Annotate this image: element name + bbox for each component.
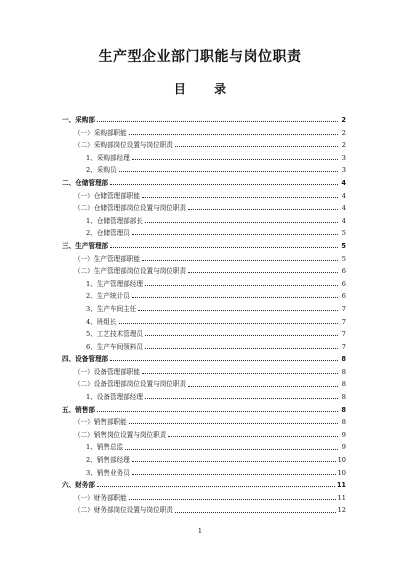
toc-leader-dots xyxy=(145,398,338,399)
toc-leader-dots xyxy=(110,360,338,361)
toc-entry-title: 2、销售部经理 xyxy=(86,456,130,465)
toc-entry[interactable] xyxy=(62,438,346,451)
toc-entry-title: （一）财务部职能 xyxy=(74,493,127,502)
toc-entry[interactable] xyxy=(62,212,346,225)
toc-entry[interactable] xyxy=(62,451,346,464)
toc-entry-title: （二）设备管理部岗位设置与岗位职责 xyxy=(74,380,187,389)
toc-entry[interactable] xyxy=(62,124,346,137)
toc-entry-page: 6 xyxy=(341,279,346,288)
toc-entry-title: 1、仓储管理部部长 xyxy=(86,216,143,225)
toc-leader-dots xyxy=(119,171,338,172)
toc-leader-dots xyxy=(175,146,338,147)
toc-entry-title: 3、销售业务员 xyxy=(86,468,130,477)
toc-entry-page: 8 xyxy=(341,405,346,414)
toc-entry-title: 2、仓储管理员 xyxy=(86,229,130,238)
toc-entry-page: 4 xyxy=(341,216,346,225)
toc-heading: 目 录 xyxy=(173,82,239,96)
toc-entry-page: 3 xyxy=(341,166,346,175)
toc-entry[interactable] xyxy=(62,464,346,477)
toc-leader-dots xyxy=(142,260,338,261)
toc-entry-title: 五、销售部 xyxy=(62,405,95,414)
toc-entry-page: 9 xyxy=(341,443,346,452)
toc-leader-dots xyxy=(132,159,338,160)
toc-leader-dots xyxy=(129,423,338,424)
toc-entry-page: 7 xyxy=(341,304,346,313)
toc-leader-dots xyxy=(145,285,338,286)
toc-entry-title: 1、采购部经理 xyxy=(86,153,130,162)
toc-leader-dots xyxy=(168,436,338,437)
toc-entry-title: 2、生产统计员 xyxy=(86,292,130,301)
toc-entry-page: 4 xyxy=(341,178,346,187)
toc-leader-dots xyxy=(142,373,338,374)
toc-leader-dots xyxy=(97,486,335,487)
toc-entry[interactable] xyxy=(62,350,346,363)
toc-entry-page: 7 xyxy=(341,317,346,326)
toc-entry-title: 1、生产管理部经理 xyxy=(86,279,143,288)
toc-entry[interactable] xyxy=(62,489,346,502)
toc-entry[interactable] xyxy=(62,476,346,489)
toc-entry-title: 1、销售总监 xyxy=(86,443,124,452)
toc-leader-dots xyxy=(132,461,336,462)
toc-entry-title: 6、生产车间领料员 xyxy=(86,342,143,351)
toc-entry[interactable] xyxy=(62,199,346,212)
toc-leader-dots xyxy=(132,234,338,235)
toc-entry[interactable] xyxy=(62,325,346,338)
toc-entry[interactable] xyxy=(62,287,346,300)
toc-entry-page: 5 xyxy=(341,241,346,250)
toc-leader-dots xyxy=(145,222,338,223)
toc-entry[interactable] xyxy=(62,262,346,275)
toc-entry-title: （一）仓储管理部职能 xyxy=(74,191,140,200)
toc-entry-title: （一）生产管理部职能 xyxy=(74,254,140,263)
toc-entry-title: （二）采购部岗位设置与岗位职责 xyxy=(74,141,173,150)
toc-entry[interactable] xyxy=(62,136,346,149)
toc-leader-dots xyxy=(110,247,338,248)
toc-entry-title: （二）财务部岗位设置与岗位职责 xyxy=(74,506,173,515)
toc-entry-page: 3 xyxy=(341,153,346,162)
toc-entry[interactable] xyxy=(62,313,346,326)
page-number: 1 xyxy=(197,527,203,535)
toc-leader-dots xyxy=(97,411,338,412)
toc-entry-page: 4 xyxy=(341,191,346,200)
toc-entry-page: 2 xyxy=(341,128,346,137)
toc-entry[interactable] xyxy=(62,111,346,124)
toc-entry-title: 一、采购部 xyxy=(62,116,95,124)
toc-entry-title: （一）销售部职能 xyxy=(74,418,127,427)
toc-leader-dots xyxy=(132,474,336,475)
toc-leader-dots xyxy=(138,310,338,311)
toc-entry-page: 10 xyxy=(337,456,346,465)
table-of-contents xyxy=(62,111,346,514)
toc-entry[interactable] xyxy=(62,224,346,237)
toc-entry-title: 二、仓储管理部 xyxy=(62,178,109,187)
toc-entry[interactable] xyxy=(62,250,346,263)
toc-entry[interactable] xyxy=(62,300,346,313)
toc-entry-title: 5、工艺技术管理员 xyxy=(86,330,143,339)
toc-entry[interactable] xyxy=(62,426,346,439)
toc-entry-page: 11 xyxy=(336,481,346,490)
toc-entry[interactable] xyxy=(62,388,346,401)
toc-leader-dots xyxy=(188,272,338,273)
toc-leader-dots xyxy=(129,499,336,500)
toc-leader-dots xyxy=(175,512,336,513)
toc-entry-title: 四、设备管理部 xyxy=(62,355,109,364)
toc-entry-title: 3、生产车间主任 xyxy=(86,304,137,313)
toc-entry-title: （二）生产管理部岗位设置与岗位职责 xyxy=(74,267,187,276)
toc-entry[interactable] xyxy=(62,237,346,250)
toc-entry-page: 11 xyxy=(337,493,346,502)
document-title: 生产型企业部门职能与岗位职责 xyxy=(98,49,302,65)
toc-entry-page: 12 xyxy=(337,506,346,515)
toc-entry-page: 4 xyxy=(341,204,346,213)
toc-entry-page: 7 xyxy=(341,330,346,339)
toc-entry-page: 5 xyxy=(341,254,346,263)
toc-entry-title: （一）设备管理部职能 xyxy=(74,367,140,376)
toc-entry[interactable] xyxy=(62,338,346,351)
toc-entry-title: 4、班组长 xyxy=(86,317,117,326)
toc-leader-dots xyxy=(188,386,338,387)
toc-entry[interactable] xyxy=(62,501,346,514)
toc-entry[interactable] xyxy=(62,161,346,174)
toc-leader-dots xyxy=(129,134,338,135)
toc-entry[interactable] xyxy=(62,275,346,288)
toc-entry-page: 5 xyxy=(341,229,346,238)
toc-entry-page: 2 xyxy=(341,116,346,124)
toc-entry-title: 2、采购员 xyxy=(86,166,117,175)
toc-entry-title: （二）仓储管理部岗位设置与岗位职责 xyxy=(74,204,187,213)
toc-leader-dots xyxy=(110,184,338,185)
toc-leader-dots xyxy=(142,197,338,198)
toc-entry-page: 6 xyxy=(341,292,346,301)
toc-entry[interactable] xyxy=(62,375,346,388)
toc-leader-dots xyxy=(145,348,338,349)
toc-entry[interactable] xyxy=(62,174,346,187)
toc-entry-title: 三、生产管理部 xyxy=(62,241,109,250)
toc-entry[interactable] xyxy=(62,363,346,376)
toc-entry[interactable] xyxy=(62,401,346,414)
toc-entry-page: 9 xyxy=(341,430,346,439)
toc-leader-dots xyxy=(145,335,338,336)
toc-leader-dots xyxy=(97,121,338,122)
toc-leader-dots xyxy=(188,209,338,210)
toc-entry[interactable] xyxy=(62,187,346,200)
toc-leader-dots xyxy=(132,297,338,298)
toc-entry-title: （二）销售岗位设置与岗位职责 xyxy=(74,430,167,439)
toc-entry-page: 7 xyxy=(341,342,346,351)
toc-entry-page: 6 xyxy=(341,267,346,276)
toc-leader-dots xyxy=(125,449,338,450)
toc-entry-page: 8 xyxy=(341,393,346,402)
toc-entry-page: 2 xyxy=(341,141,346,150)
toc-entry[interactable] xyxy=(62,149,346,162)
toc-entry-title: 1、设备管理部经理 xyxy=(86,393,143,402)
toc-entry-page: 8 xyxy=(341,380,346,389)
toc-entry-page: 8 xyxy=(341,367,346,376)
toc-entry-page: 10 xyxy=(337,468,346,477)
toc-entry-title: 六、财务部 xyxy=(62,481,95,490)
toc-entry-page: 8 xyxy=(341,418,346,427)
toc-entry[interactable] xyxy=(62,413,346,426)
toc-leader-dots xyxy=(119,323,338,324)
toc-entry-page: 8 xyxy=(341,355,346,364)
toc-entry-title: （一）采购部职能 xyxy=(74,128,127,137)
